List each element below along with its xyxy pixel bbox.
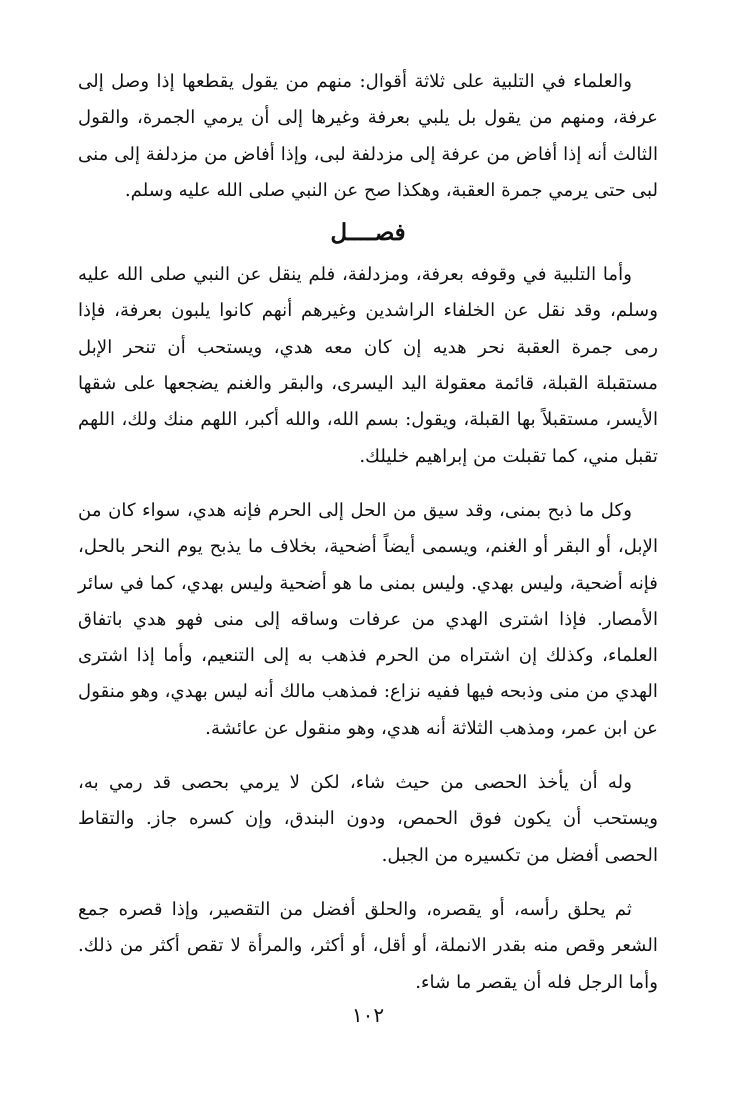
paragraph-talbiya-at-arafa: وأما التلبية في وقوفه بعرفة، ومزدلفة، فلم ينقل عن النبي صلى الله عليه وسلم، وقد نقل عن الخلفاء الراشدين وغيرهم أنهم كانوا يلبون بعرفة، فإذا رمى جمرة العقبة نحر هديه إن كان معه هدي، ويستحب أن تنحر الإبل مستقبلة القبلة، قائمة معقولة اليد اليسرى، والبقر والغنم يضجعها على شقها الأيسر، مستقبلاً بها القبلة، ويقول: بسم الله، والله أكبر، اللهم منك ولك، اللهم تقبل مني، كما تقبلت من إبراهيم خليلك. bbox=[78, 264, 658, 467]
paragraph-gap bbox=[78, 475, 658, 493]
paragraph-gap bbox=[78, 747, 658, 765]
paragraph-shaving: ثم يحلق رأسه، أو يقصره، والحلق أفضل من التقصير، وإذا قصره جمع الشعر وقص منه بقدر الانملة، أو أقل، أو أكثر، والمرأة لا تقص أكثر من ذلك. وأما الرجل فله أن يقصر ما شاء. bbox=[78, 898, 658, 993]
page-body bbox=[78, 64, 658, 1001]
paragraph-hady-definition: وكل ما ذبح بمنى، وقد سيق من الحل إلى الحرم فإنه هدي، سواء كان من الإبل، أو البقر أو الغنم، ويسمى أيضاً أضحية، بخلاف ما يذبح يوم النحر بالحل، فإنه أضحية، وليس بهدي. وليس بمنى ما هو أضحية وليس بهدي، كما في سائر الأمصار. فإذا اشترى الهدي من عرفات وساقه إلى منى فهو هدي باتفاق العلماء، وكذلك إن اشتراه من الحرم فذهب به إلى التنعيم، وأما إذا اشترى الهدي من منى وذبحه فيها ففيه نزاع: فمذهب مالك أنه ليس بهدي، وهو منقول عن ابن عمر، ومذهب الثلاثة أنه هدي، وهو منقول عن عائشة. bbox=[78, 499, 658, 739]
paragraph-pebbles: وله أن يأخذ الحصى من حيث شاء، لكن لا يرمي بحصى قد رمي به، ويستحب أن يكون فوق الحمص، ودون البندق، وإن كسره جاز. والتقاط الحصى أفضل من تكسيره من الجبل. bbox=[78, 772, 658, 866]
paragraph-talbiya-opinions: والعلماء في التلبية على ثلاثة أقوال: منهم من يقول يقطعها إذا وصل إلى عرفة، ومنهم من يقول بل يلبي بعرفة وغيرها إلى أن يرمي الجمرة، والقول الثالث أنه إذا أفاض من عرفة إلى مزدلفة لبى، وإذا أفاض من مزدلفة إلى منى لبى حتى يرمي جمرة العقبة، وهكذا صح عن النبي صلى الله عليه وسلم. bbox=[78, 71, 658, 201]
section-heading-fasl: فصــــل bbox=[330, 219, 406, 247]
page-number: ١٠٢ bbox=[351, 1003, 385, 1027]
paragraph-gap bbox=[78, 874, 658, 892]
